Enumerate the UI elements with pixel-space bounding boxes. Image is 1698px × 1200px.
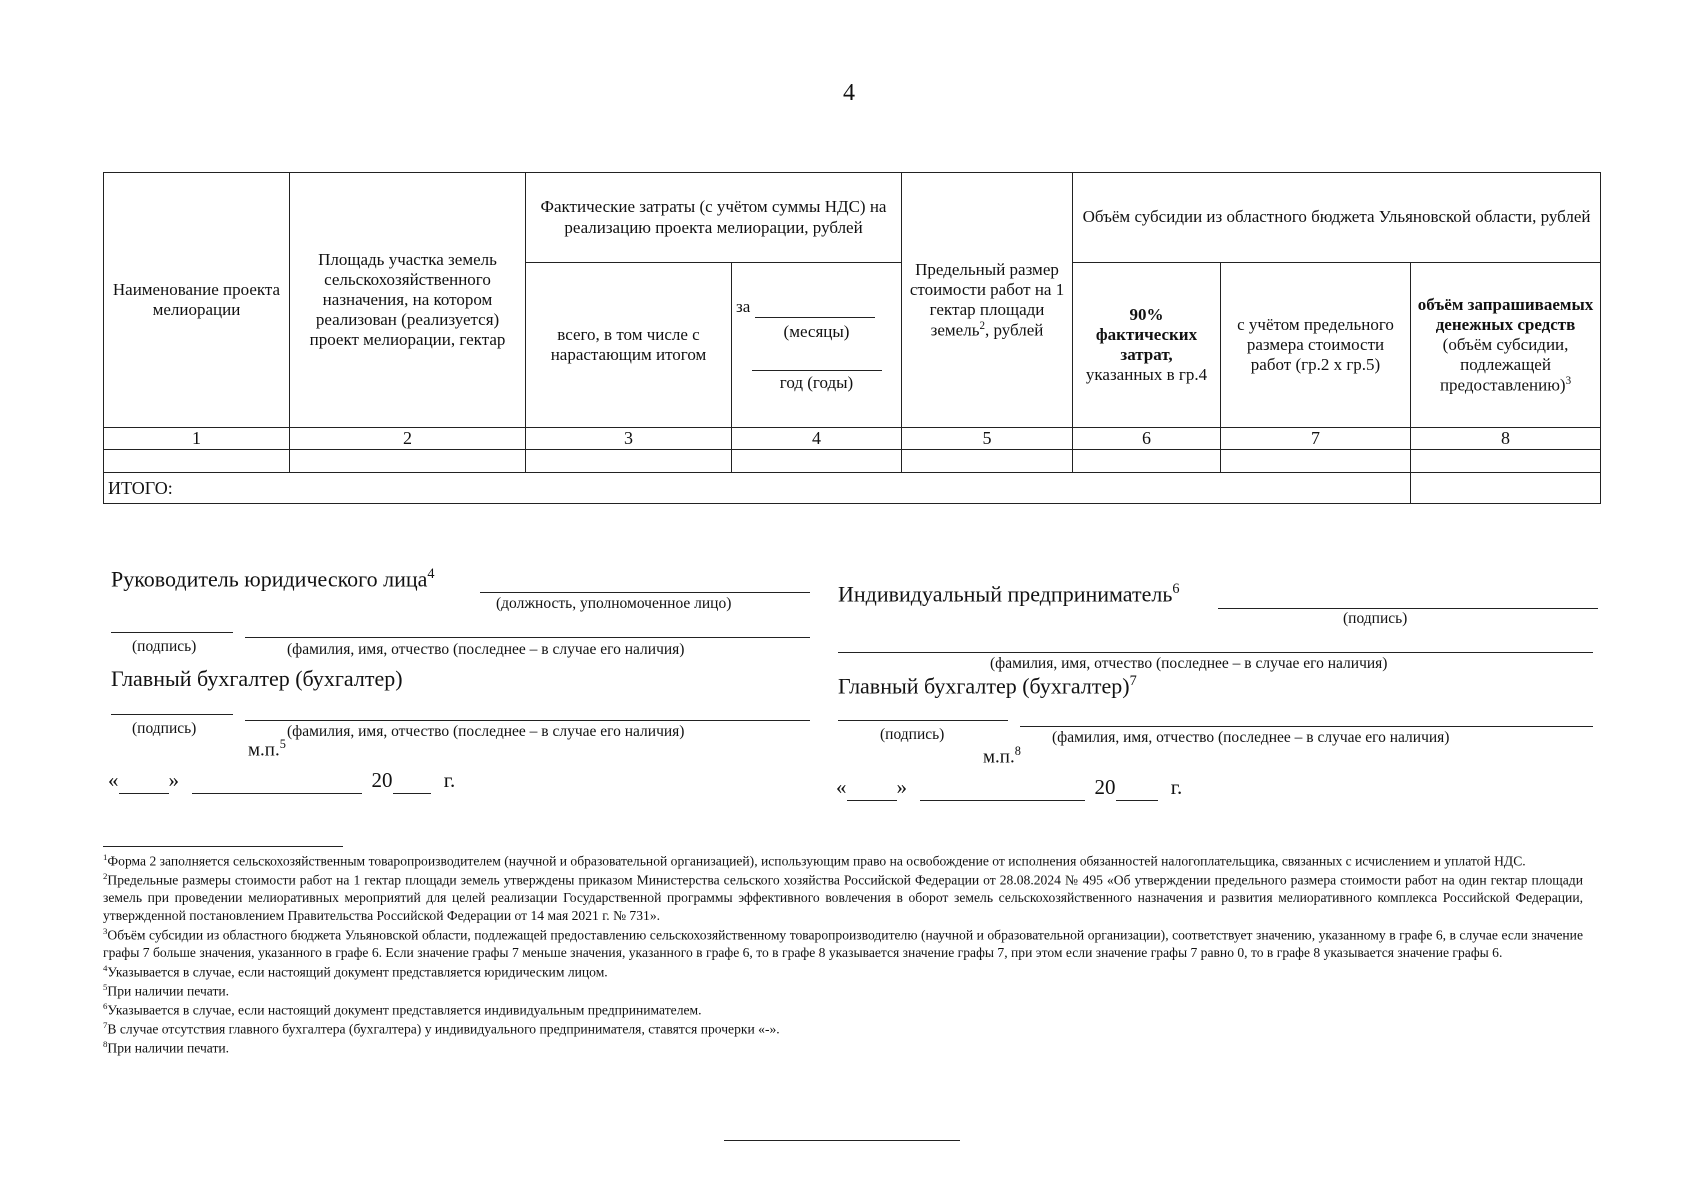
total-label: ИТОГО: [104,473,1411,504]
header-limit-calc: с учётом предельного размера стоимости работ (гр.2 х гр.5) [1221,263,1411,428]
column-number: 1 [104,428,290,450]
signature-caption: (подпись) [132,720,197,737]
legal-entity-head-label: Руководитель юридического лица$^4$ [111,566,435,592]
header-actual-costs: Фактические затраты (с учётом суммы НДС) на реализацию проекта мелиорации, рублей [526,173,902,263]
table-cell[interactable] [526,450,732,473]
signature-caption: (подпись) [1343,610,1408,627]
column-number: 5 [902,428,1073,450]
table-cell[interactable] [732,450,902,473]
chief-accountant-label: Главный бухгалтер (бухгалтер)$^7$ [838,673,1137,699]
page-number: 4 [843,80,855,106]
subsidy-table [103,172,1601,504]
footnote: $^3$Объём субсидии из областного бюджета Ульяновской области, подлежащей предоставлению сельскохозяйственному товаропроизводителю (научной и образовательной организации), соответствует значению, указанному в графе 6, в случае если значение графы 7 больше значения, указанного в графе 6. Если значение графы 7 меньше значения, указанного в графе 6, то в графе 8 указывается значение графы 7, при этом если значение графы 7 равно 0, то в графе 8 указывается значение графы 6. [103,925,1583,960]
table-cell[interactable] [290,450,526,473]
header-area: Площадь участка земель сельскохозяйственного назначения, на котором реализован (реализуется) проект мелиорации, гектар [290,173,526,428]
column-number: 8 [1411,428,1601,450]
position-line[interactable] [480,592,810,593]
column-number: 2 [290,428,526,450]
column-number: 4 [732,428,902,450]
fio-line[interactable] [838,652,1593,653]
footnote: $^4$Указывается в случае, если настоящий документ представляется юридическим лицом. [103,962,608,980]
footnote: $^2$Предельные размеры стоимости работ на 1 гектар площади земель утверждены приказом Министерства сельского хозяйства Российской Федерации от 28.08.2024 № 495 «Об утверждении предельного размера стоимости работ на один гектар площади земель при проведении мелиоративных мероприятий для целей реализации Государственной программы эффективного вовлечения в оборот земель сельскохозяйственного назначения и развития мелиоративного комплекса Российской Федерации, утвержденной постановлением Правительства Российской Федерации от 14 мая 2021 г. № 731». [103,871,1583,924]
header-period: за (месяцы) год (годы) [732,263,902,428]
table-cell[interactable] [902,450,1073,473]
footnotes [103,852,1583,1059]
column-number: 7 [1221,428,1411,450]
header-total-cumulative: всего, в том числе с нарастающим итогом [526,263,732,428]
stamp-place: м.п.$^8$ [983,744,1021,768]
signature-line[interactable] [111,632,233,633]
position-caption: (должность, уполномоченное лицо) [496,595,732,612]
fio-caption: (фамилия, имя, отчество (последнее – в случае его наличия) [1052,729,1450,746]
footnote: $^5$При наличии печати. [103,981,230,999]
column-number: 3 [526,428,732,450]
date-field: « » 20 г. [108,768,456,792]
fio-caption: (фамилия, имя, отчество (последнее – в случае его наличия) [990,655,1388,672]
footnote: $^1$Форма 2 заполняется сельскохозяйственным товаропроизводителем (научной и образовательной организацией), использующим право на освобождение от исполнения обязанностей налогоплательщика, связанных с исчислением и уплатой НДС. [103,852,1526,869]
signature-line[interactable] [838,720,1008,721]
table-cell[interactable] [1221,450,1411,473]
fio-line[interactable] [245,720,810,721]
stamp-place: м.п.$^5$ [248,737,286,761]
date-field: « » 20 г. [836,775,1183,799]
table-cell[interactable] [1073,450,1221,473]
header-subsidy-volume: Объём субсидии из областного бюджета Ульяновской области, рублей [1073,173,1601,263]
individual-entrepreneur-label: Индивидуальный предприниматель$^6$ [838,581,1180,607]
header-limit-cost: Предельный размер стоимости работ на 1 гектар площади земель$^2$, рублей [902,173,1073,428]
table-row [104,450,1601,473]
total-row [104,473,1601,504]
column-number: 6 [1073,428,1221,450]
signature-caption: (подпись) [132,638,197,655]
bottom-rule [724,1140,960,1141]
fio-line[interactable] [1020,726,1593,727]
fio-line[interactable] [245,637,810,638]
table-cell[interactable] [104,450,290,473]
signature-caption: (подпись) [880,726,945,743]
chief-accountant-label: Главный бухгалтер (бухгалтер) [111,666,403,691]
footnote: $^7$В случае отсутствия главного бухгалтера (бухгалтера) у индивидуального предпринимателя, ставятся прочерки «-». [103,1020,780,1037]
table-cell[interactable] [1411,450,1601,473]
total-requested-cell[interactable] [1411,473,1601,504]
footnote: $^6$Указывается в случае, если настоящий документ представляется индивидуальным предпринимателем. [103,1001,702,1018]
header-requested-funds: объём запрашиваемых денежных средств (объём субсидии, подлежащей предоставлению)$^3$ [1411,263,1601,428]
signature-line[interactable] [1218,608,1598,609]
header-project-name: Наименование проекта мелиорации [104,173,290,428]
fio-caption: (фамилия, имя, отчество (последнее – в случае его наличия) [287,641,685,658]
header-90-percent: 90% фактических затрат, указанных в гр.4 [1073,263,1221,428]
footnote-separator [103,846,343,847]
footnote: $^8$При наличии печати. [103,1039,230,1056]
fio-caption: (фамилия, имя, отчество (последнее – в случае его наличия) [287,723,685,740]
column-numbers-row [104,428,1601,450]
signature-line[interactable] [111,714,233,715]
